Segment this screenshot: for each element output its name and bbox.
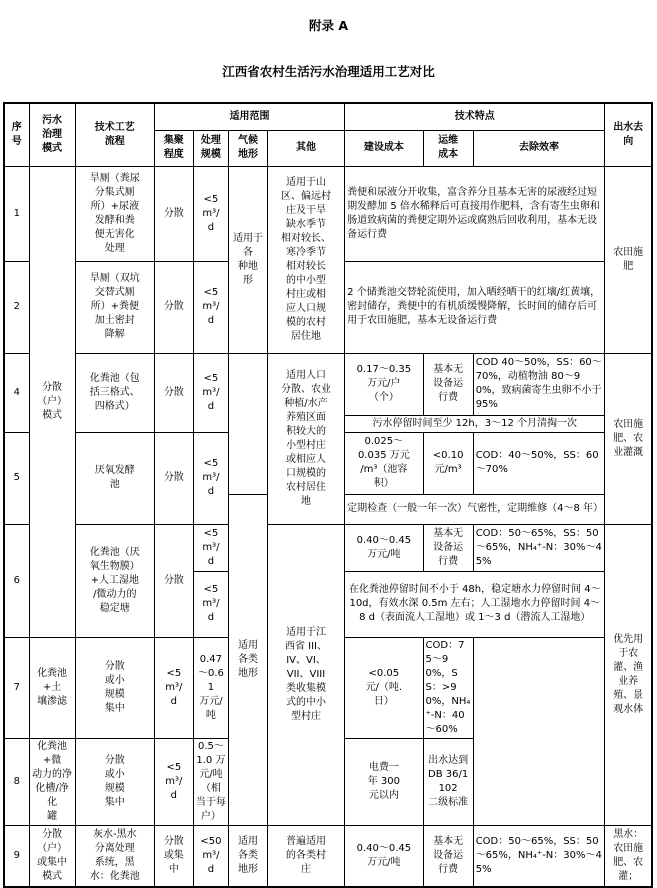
cost-cell: 0.40～0.45 万元/吨 [345, 524, 423, 571]
row-no: 7 [4, 637, 29, 738]
density-cell: 分散 或小 规模 集中 [75, 637, 154, 738]
scale-cell: <5 m³/ d [193, 261, 229, 353]
density-cell: 分散 [154, 261, 193, 353]
density-cell: 分散 [154, 353, 193, 432]
process-cell: 化粪池（包 括三格式、 四格式） [75, 353, 154, 432]
header-cost: 建设成本 [345, 130, 423, 166]
efficiency-cell: 出水达到 DB 36/1102 二级标准 [423, 738, 473, 825]
header-no: 序 号 [4, 103, 29, 166]
header-other: 其他 [267, 130, 344, 166]
efficiency-cell: COD 40～50%，SS：60～70%，动植物油 80～90%，致病菌寄生虫卵不小于 95% [473, 353, 605, 415]
process-cell: 厌氧发酵 池 [75, 432, 154, 524]
appendix-title: 附录 A [308, 18, 349, 33]
cost-cell: 0.17～0.35 万元/户 （个） [345, 353, 423, 415]
scale-cell: <5 m³/ d [154, 637, 193, 738]
scale-cell: <5 m³/ d [193, 432, 229, 524]
mode-dispersed: 分散 （户） 模式 [29, 166, 75, 637]
note-cell: 污水停留时间至少 12h，3～12 个月清掏一次 [345, 415, 605, 432]
feature-cell: 2 个储粪池交替轮流使用，加入晒经晒干的红壤/红黄壤，密封储存，粪便中的有机质缓慢降解，长时间的储存后可用于农田施肥，基本无设备运行费 [345, 261, 605, 353]
row-no: 1 [4, 166, 29, 261]
process-cell: 化粪池（厌 氧生物膜） +人工湿地 /微动力的 稳定塘 [75, 524, 154, 637]
process-cell: 旱厕（粪尿 分集式厕 所）+尿液 发酵和粪 便无害化 处理 [75, 166, 154, 261]
table-row [4, 825, 652, 887]
note-cell: 定期检查（一般一年一次）气密性，定期维修（4～8 年） [345, 494, 605, 524]
table-row [4, 524, 652, 571]
process-cell: 灰水-黑水 分离处理 系统，黑 水：化粪池 [75, 825, 154, 887]
other-cell: 适用人口 分散、农业 种植/水产 养殖区面 积较大的 小型村庄 或相应人 口规模的 农村居住 地 [267, 353, 344, 524]
feature-cell: 粪便和尿液分开收集，富含养分且基本无害的尿液经过短期发酵加 5 倍水稀释后可直接用作肥料，含有寄生虫卵和肠道致病菌的粪便定期外运或腐熟后回收利用，基本无设备运行费 [345, 166, 605, 261]
outlet-cell: 农田施 肥、农 业灌溉 [605, 353, 652, 524]
scale-cell: <5 m³/ d [154, 738, 193, 825]
process-comparison-table [3, 102, 653, 888]
other-cell: 适用于山 区、偏远村 庄及干旱 缺水季节 相对较长、 寒冷季节 相对较长 的中小型 村庄或相 应人口规 模的农村 居住地 [267, 166, 344, 353]
cost-cell: 0.5～1.0 万 元/吨（相 当于每户） [193, 738, 229, 825]
density-cell: 分散 [154, 432, 193, 524]
climate-cell-empty [229, 353, 268, 494]
efficiency-cell: COD：50～65%，SS：50～65%，NH₄⁺-N：30%～45% [473, 825, 605, 887]
row-no: 9 [4, 825, 29, 887]
climate-cell: 适用 各类 地形 [229, 825, 268, 887]
header-density: 集聚 程度 [154, 130, 193, 166]
row-no: 4 [4, 353, 29, 432]
density-cell: 分散 [154, 166, 193, 261]
density-cell: 分散 [154, 524, 193, 637]
header-scope: 适用范围 [154, 103, 344, 130]
om-cell: 电费一 年 300 元以内 [345, 738, 423, 825]
row-no: 5 [4, 432, 29, 524]
efficiency-cell: COD：40～50%，SS：60～70% [473, 432, 605, 494]
table-row [4, 353, 652, 415]
cost-cell: 0.025～ 0.035 万元 /m³（池容 积） [345, 432, 423, 494]
efficiency-cell: COD：50～65%，SS：50～65%，NH₄⁺-N：30%～45% [473, 524, 605, 571]
density-cell: 分散 或集 中 [154, 825, 193, 887]
header-efficiency: 去除效率 [473, 130, 605, 166]
om-cell: 基本无 设备运 行费 [423, 524, 473, 571]
header-process: 技术工艺 流程 [75, 103, 154, 166]
other-cell: 普遍适用 的各类村 庄 [267, 825, 344, 887]
header-mode: 污水 治理 模式 [29, 103, 75, 166]
row-no: 8 [4, 738, 29, 825]
om-cell: <0.10 元/m³ [423, 432, 473, 494]
row-no: 2 [4, 261, 29, 353]
om-cell: 基本无 设备运 行费 [423, 825, 473, 887]
header-om: 运维 成本 [423, 130, 473, 166]
om-cell: 基本无 设备运 行费 [423, 353, 473, 415]
header-climate: 气候 地形 [229, 130, 268, 166]
scale-cell: <5 m³/ d [193, 524, 229, 571]
density-cell: 分散 或小 规模 集中 [75, 738, 154, 825]
outlet-cell: 优先用 于农 灌、渔 业养 殖、景 观水体 [605, 524, 652, 825]
climate-cell: 适用 各类 地形 [229, 494, 268, 825]
cost-cell: 0.40～0.45 万元/吨 [345, 825, 423, 887]
scale-cell: <5 m³/ d [193, 353, 229, 432]
header-outlet: 出水去 向 [605, 103, 652, 166]
note-cell: 在化粪池停留时间不小于 48h，稳定塘水力停留时间 4～10d，有效水深 0.5m 左右；人工湿地水力停留时间 4～8 d（表面流人工湿地）或 1～3 d（潜流人工湿地） [345, 571, 605, 637]
row-no: 6 [4, 524, 29, 637]
om-cell: <0.05 元/（吨. 日） [345, 637, 423, 738]
scale-cell: <50 m³/ d [193, 825, 229, 887]
table-title: 江西省农村生活污水治理适用工艺对比 [222, 64, 435, 79]
efficiency-cell: COD：75～90%，SS：>90%，NH₄⁺-N：40～60% [423, 637, 473, 738]
header-scale: 处理 规模 [193, 130, 229, 166]
climate-cell: 适用于各 种地 形 [229, 166, 268, 353]
mode-mixed: 分散 （户） 或集中 模式 [29, 825, 75, 887]
cost-cell: 0.47～0.61 万元/吨 [193, 637, 229, 738]
other-cell: 适用于江 西省 III、 IV、VI、 VII、VIII 类收集模 式的中小 型村庄 [267, 524, 344, 825]
outlet-cell: 农田施 肥 [605, 166, 652, 353]
scale-cell: <5 m³/ d [193, 571, 229, 637]
scale-cell: <5 m³/ d [193, 166, 229, 261]
process-cell: 旱厕（双坑 交替式厕 所）+粪便 加土密封 降解 [75, 261, 154, 353]
process-cell: 化粪池+微 动力的净 化槽/净化 罐 [29, 738, 75, 825]
table-row [4, 166, 652, 261]
outlet-cell: 黑水： 农田施 肥、农 灌； [605, 825, 652, 887]
header-tech: 技术特点 [345, 103, 605, 130]
process-cell: 化粪池+土 壤渗滤 [29, 637, 75, 738]
